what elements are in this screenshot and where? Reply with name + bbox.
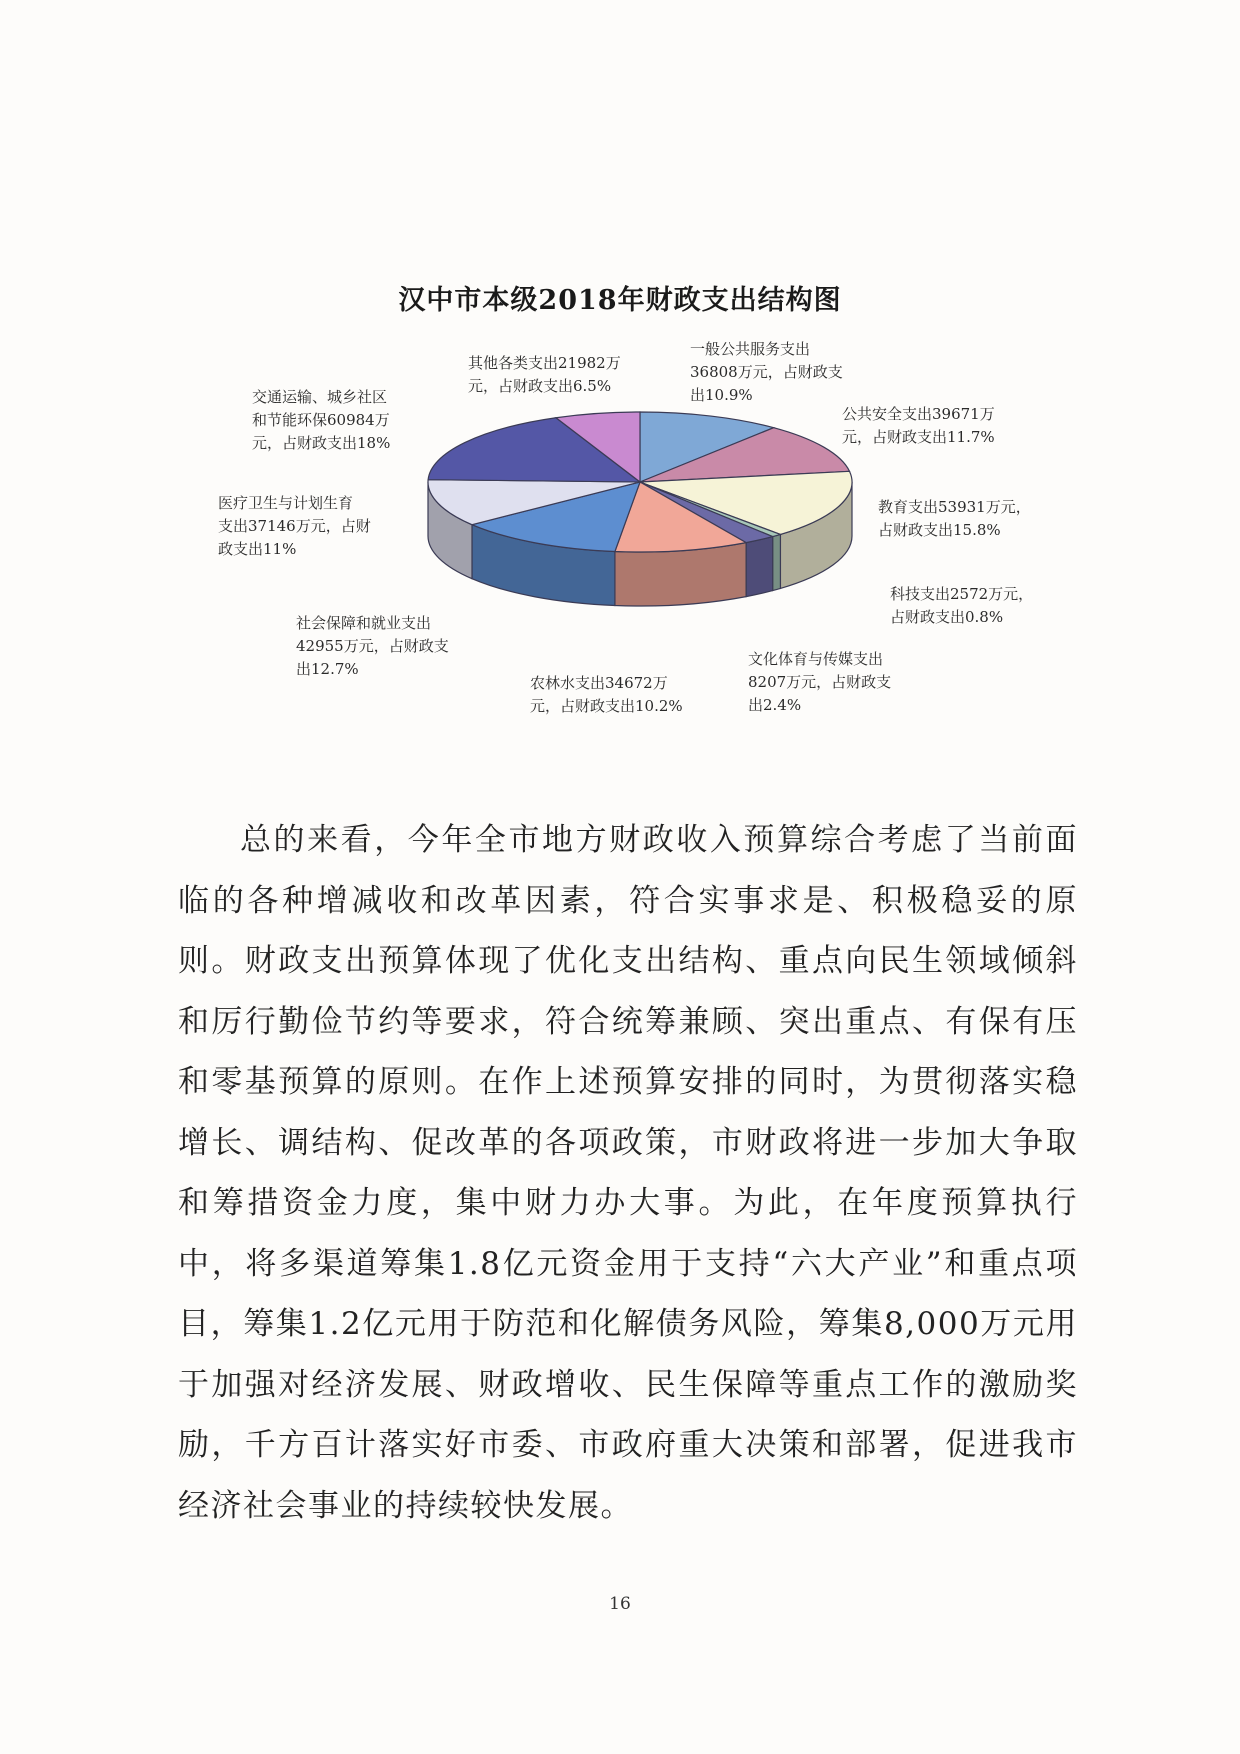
pie-label-4-line-1: 8207万元，占财政支 xyxy=(748,673,892,691)
pie-label-8 xyxy=(252,386,390,455)
pie-label-1 xyxy=(842,403,995,449)
pie-label-1-line-0: 公共安全支出39671万 xyxy=(842,405,995,423)
pie-label-8-line-1: 和节能环保60984万 xyxy=(252,411,390,429)
pie-label-3 xyxy=(890,583,1033,629)
pie-label-2-line-0: 教育支出53931万元， xyxy=(878,498,1031,516)
pie-label-0-line-2: 出10.9% xyxy=(690,386,753,404)
pie-side-3 xyxy=(773,534,781,590)
body-paragraph: 总的来看，今年全市地方财政收入预算综合考虑了当前面临的各种增减收和改革因素，符合实事求是、积极稳妥的原则。财政支出预算体现了优化支出结构、重点向民生领域倾斜和厉行勤俭节约等要求，符合统筹兼顾、突出重点、有保有压和零基预算的原则。在作上述预算安排的同时，为贯彻落实稳增长、调结构、促改革的各项政策，市财政将进一步加大争取和筹措资金力度，集中财力办大事。为此，在年度预算执行中，将多渠道筹集1.8亿元资金用于支持“六大产业”和重点项目，筹集1.2亿元用于防范和化解债务风险，筹集8,000万元用于加强对经济发展、财政增收、民生保障等重点工作的激励奖励，千方百计落实好市委、市政府重大决策和部署，促进我市经济社会事业的持续较快发展。 xyxy=(178,822,1078,1524)
pie-label-0-line-0: 一般公共服务支出 xyxy=(690,340,811,358)
pie-label-0-line-1: 36808万元，占财政支 xyxy=(690,363,843,381)
pie-label-0 xyxy=(690,338,843,407)
pie-label-6-line-1: 42955万元，占财政支 xyxy=(296,637,449,655)
pie-label-2-line-1: 占财政支出15.8% xyxy=(878,521,1001,539)
pie-label-5-line-1: 元，占财政支出10.2% xyxy=(530,697,683,715)
pie-label-9-line-0: 其他各类支出21982万 xyxy=(468,354,621,372)
pie-label-9-line-1: 元，占财政支出6.5% xyxy=(468,377,612,395)
pie-label-6-line-0: 社会保障和就业支出 xyxy=(296,614,432,632)
pie-label-7-line-1: 支出37146万元，占财 xyxy=(218,517,371,535)
pie-label-4-line-2: 出2.4% xyxy=(748,696,802,714)
pie-label-8-line-2: 元，占财政支出18% xyxy=(252,434,391,452)
pie-label-4 xyxy=(748,648,891,717)
pie-label-4-line-0: 文化体育与传媒支出 xyxy=(748,650,884,668)
pie-label-5 xyxy=(530,672,683,718)
pie-label-7 xyxy=(218,492,371,561)
pie-label-6-line-2: 出12.7% xyxy=(296,660,359,678)
pie-label-6 xyxy=(296,612,449,681)
page-number: 16 xyxy=(609,1594,631,1614)
chart-title: 汉中市本级2018年财政支出结构图 xyxy=(398,285,842,316)
pie-label-7-line-2: 政支出11% xyxy=(218,540,297,558)
pie-label-5-line-0: 农林水支出34672万 xyxy=(530,674,668,692)
pie-label-7-line-0: 医疗卫生与计划生育 xyxy=(218,494,354,512)
pie-label-3-line-0: 科技支出2572万元， xyxy=(890,585,1034,603)
pie-label-2 xyxy=(878,496,1031,542)
pie-label-1-line-1: 元，占财政支出11.7% xyxy=(842,428,995,446)
pie-label-8-line-0: 交通运输、城乡社区 xyxy=(252,388,388,406)
pie-label-3-line-1: 占财政支出0.8% xyxy=(890,608,1004,626)
pie-top-layer xyxy=(428,412,852,552)
pie-side-4 xyxy=(746,537,773,597)
pie-label-9 xyxy=(468,352,621,398)
